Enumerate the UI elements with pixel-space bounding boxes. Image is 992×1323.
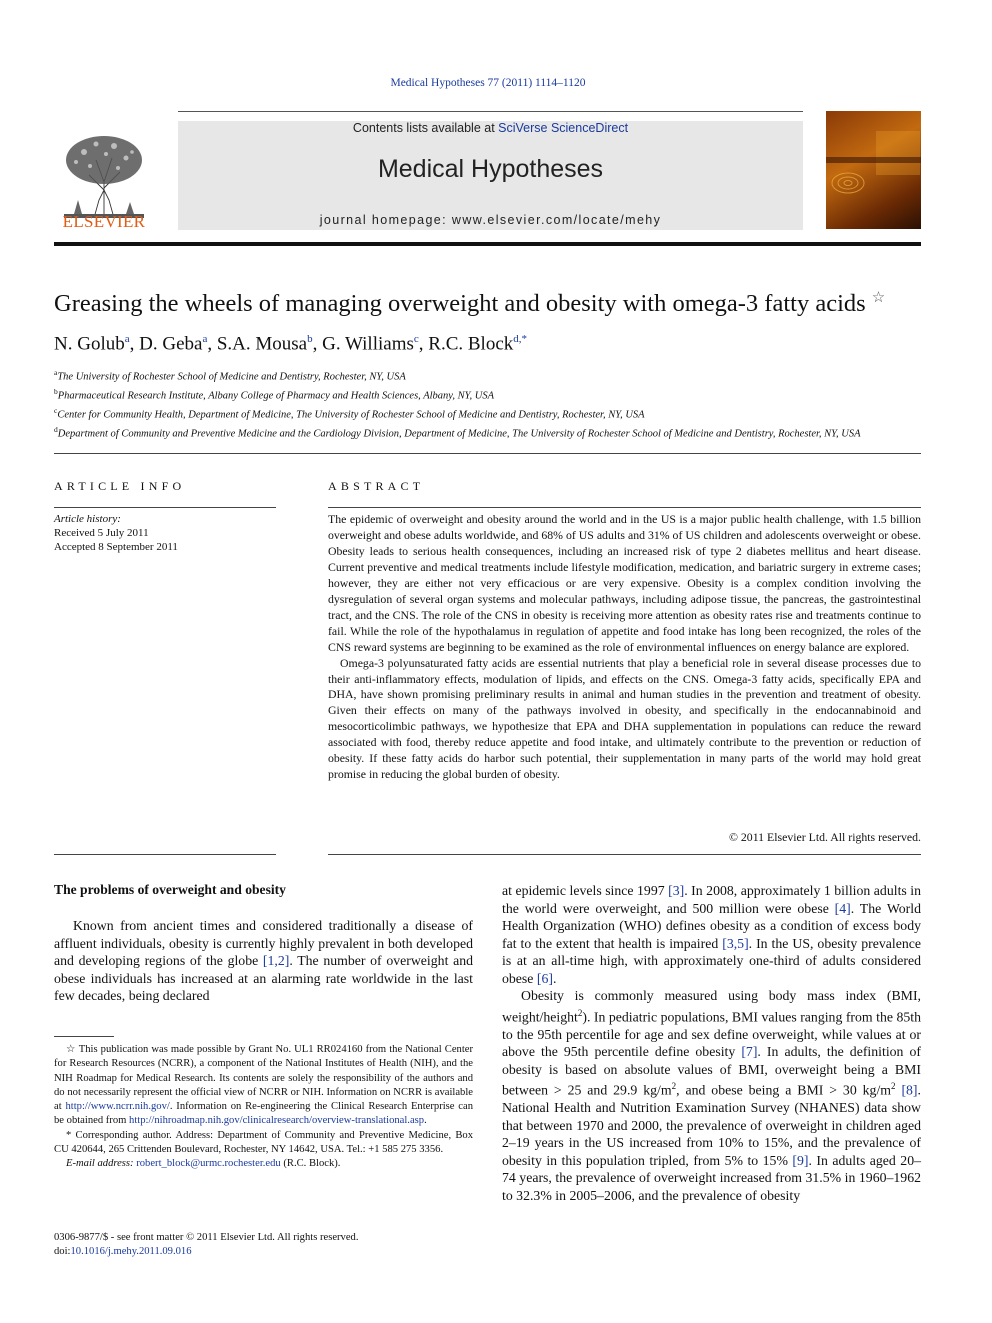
nihroadmap-link[interactable]: http://nihroadmap.nih.gov/clinicalresearch/overview-translational.asp <box>129 1115 425 1127</box>
affiliation-text: The University of Rochester School of Medicine and Dentistry, Rochester, NY, USA <box>57 371 406 383</box>
email-link[interactable]: robert_block@urmc.rochester.edu <box>136 1158 281 1170</box>
email-suffix: (R.C. Block). <box>280 1158 341 1170</box>
article-history <box>54 512 276 554</box>
abstract-paragraph: Omega-3 polyunsaturated fatty acids are essential nutrients that play a beneficial role in several disease processes due to their anti-inflammatory effects, modulation of lipids, and effects on the CNS. Omega-3 fatty acids, specifically EPA and DHA, have shown promising preliminary results in animal and human studies in the prevention and treatment of obesity. Given their effects on many of the pathways involved in obesity, and specifically in the endocannabinoid and mesocorticolimbic pathways, we hypothesize that EPA and DHA supplementation in populations can reduce the reward associated with food, thereby reduce appetite and food intake, and ultimately contribute to the prevention or reduction of obesity. If these fatty acids do harbor such potential, their supplementation in many parts of the world may hold great promise in reducing the global burden of obesity. <box>328 655 921 782</box>
affiliation-text: Center for Community Health, Department of Medicine, The University of Rochester School of Medicine and Dentistry, Rochester, NY, USA <box>57 409 645 421</box>
contents-available-line <box>178 121 803 135</box>
abstract-paragraph: The epidemic of overweight and obesity around the world and in the US is a major public health challenge, with 1.5 billion overweight and obese adults worldwide, and 68% of US adults and 31% of US children and adolescents overweight or obese. Obesity leads to serious health consequences, including an increased risk of type 2 diabetes mellitus and heart disease. Current preventive and medical treatments include lifestyle modification, medication, and bariatric surgery in extreme cases; however, they are either not very efficacious or are very expensive. Obesity is a complex condition involving the dysregulation of several organ systems and molecular pathways, including adipose tissue, the pancreas, the gastrointestinal tract, and the CNS. The role of the CNS in obesity is receiving more attention as obesity rates rise and treatments continue to fail. While the role of the hypothalamus in regulation of appetite and food intake has long been recognized, the roles of the CNS reward systems are beginning to be examined as the role of environmental influences on energy balance are explored. <box>328 512 921 654</box>
body-text: at epidemic levels since 1997 <box>502 883 669 898</box>
reference-link[interactable]: [7] <box>741 1044 758 1060</box>
body-column-left <box>54 917 473 1005</box>
article-info-heading: ARTICLE INFO <box>54 479 186 493</box>
journal-cover-image <box>826 111 921 229</box>
body-text: Known from ancient times and considered traditionally a disease of affluent individuals, obesity is currently highly prevalent in both developed and developing regions of the globe <box>54 918 473 968</box>
reference-link[interactable]: [6] <box>536 970 553 986</box>
body-paragraph <box>502 987 921 1204</box>
front-matter-line: 0306-9877/$ - see front matter © 2011 Elsevier Ltd. All rights reserved. <box>54 1232 359 1243</box>
affiliation-item <box>54 366 922 385</box>
article-info-rule-bottom <box>54 854 276 855</box>
footnote-star-icon: ☆ <box>66 1044 76 1055</box>
journal-name: Medical Hypotheses <box>377 155 604 183</box>
reference-link[interactable]: [3] <box>668 883 685 898</box>
article-title-text: Greasing the wheels of managing overweight and obesity with omega-3 fatty acids <box>54 290 866 318</box>
elsevier-wordmark: ELSEVIER <box>62 212 146 231</box>
body-text: . In adults aged 20–74 years, the prevalence of overweight increased from 31.5% in 1960–1962 to 32.3% in 2005–2006, and the prevalence of obesity <box>502 1152 921 1203</box>
article-title <box>54 288 934 318</box>
affiliation-item <box>54 385 922 404</box>
author-affiliation-mark[interactable]: d,* <box>513 333 527 345</box>
contents-prefix: Contents lists available at <box>352 121 499 135</box>
affiliation-mark: a <box>54 368 58 377</box>
author-list: N. Golub$^a$, D. Geba$^a$, S.A. Mousa$^b$, G. Williams$^c$, R.C. Block$^{d,*}$ <box>54 333 527 355</box>
header-top-rule <box>178 111 803 112</box>
reference-link[interactable]: [3,5] <box>722 935 749 951</box>
section-heading: The problems of overweight and obesity <box>54 882 286 897</box>
superscript: 2 <box>891 1081 896 1092</box>
body-text: , and obese being a BMI > 30 kg/m <box>676 1082 892 1098</box>
author-name[interactable]: R.C. Block <box>428 333 514 355</box>
abstract-copyright: © 2011 Elsevier Ltd. All rights reserved. <box>729 830 921 844</box>
journal-cover-art <box>826 111 921 229</box>
sciencedirect-link[interactable]: SciVerse ScienceDirect <box>498 121 629 135</box>
abstract-body <box>328 512 921 783</box>
affiliations-rule <box>54 453 921 454</box>
received-date: Received 5 July 2011 <box>54 527 149 539</box>
footnotes <box>54 1043 473 1172</box>
article-history-label: Article history: <box>54 513 121 525</box>
affiliations <box>54 366 922 442</box>
footnote-text: This publication was made possible by Grant No. UL1 RR024160 from the National Center for Research Resources (NCRR), a component of the National Institutes of Health (NIH), and the NIH Roadmap for Medical Research. Its contents are solely the responsibility of the authors and do not necessarily represent the official view of NCRR or NIH. Information on NCRR is available at <box>54 1044 473 1113</box>
footnote-text: . Information on Re-engineering the Clinical Research Enterprise can be obtained from <box>54 1101 474 1127</box>
body-text: . In adults, the definition of obesity is based on absolute values of BMI, overweight being a BMI between > 25 and 29.9 kg/m <box>502 1044 921 1098</box>
abstract-heading: ABSTRACT <box>328 479 425 493</box>
affiliation-text: Pharmaceutical Research Institute, Albany College of Pharmacy and Health Sciences, Albany, NY, USA <box>57 390 495 402</box>
abstract-rule-bottom <box>328 854 921 855</box>
affiliation-item <box>54 404 922 423</box>
body-text: . The World Health Organization (WHO) defines obesity as a condition of excess body fat to the extent that health is impaired <box>502 900 921 951</box>
body-text: . National Health and Nutrition Examination Survey (NHANES) data show that between 1970 and 2000, the prevalence of overweight in children aged 2–19 years in the US increased from 10% to 15%, and the prevalence of obesity in this population tripled, from 5% to 15% <box>502 1082 921 1168</box>
page-footer <box>54 1231 473 1260</box>
author-name[interactable]: G. Williams <box>322 333 414 355</box>
header-bottom-rule <box>54 242 921 246</box>
affiliation-text: Department of Community and Preventive Medicine and the Cardiology Division, Department of Medicine, The University of Rochester School of Medicine and Dentistry, Rochester, NY, USA <box>57 428 861 440</box>
author-affiliation-mark[interactable]: b <box>307 333 313 345</box>
journal-homepage[interactable]: journal homepage: www.elsevier.com/locate/mehy <box>319 213 662 227</box>
body-paragraph <box>54 917 473 1005</box>
abstract-rule-top <box>328 507 921 508</box>
journal-citation[interactable]: Medical Hypotheses 77 (2011) 1114–1120 <box>390 77 586 89</box>
body-text: . <box>552 970 557 986</box>
reference-link[interactable]: [9] <box>792 1152 809 1168</box>
author-name[interactable]: D. Geba <box>139 333 203 355</box>
body-column-right <box>502 882 921 1204</box>
author-name[interactable]: S.A. Mousa <box>216 333 308 355</box>
reference-link[interactable]: [1,2] <box>262 953 290 968</box>
body-text: Obesity is commonly measured using body mass index (BMI, weight/height <box>502 988 921 1025</box>
ncrr-link[interactable]: http://www.ncrr.nih.gov/ <box>65 1101 170 1113</box>
affiliation-item <box>54 423 922 442</box>
title-footnote-star-icon[interactable]: ☆ <box>871 290 886 306</box>
author-affiliation-mark[interactable]: c <box>413 333 419 345</box>
doi-link[interactable]: 10.1016/j.mehy.2011.09.016 <box>70 1246 192 1258</box>
body-paragraph <box>502 882 921 987</box>
article-info-rule-top <box>54 507 276 508</box>
author-affiliation-mark[interactable]: a <box>124 333 130 345</box>
accepted-date: Accepted 8 September 2011 <box>54 541 178 553</box>
corresponding-author-footnote: * Corresponding author. Address: Department of Community and Preventive Medicine, Box CU 420644, 265 Crittenden Boulevard, Rochester, NY 14642, USA. Tel.: +1 585 275 3356. <box>54 1129 473 1156</box>
reference-link[interactable]: [8] <box>901 1082 918 1098</box>
affiliation-mark: d <box>54 425 58 434</box>
affiliation-mark: b <box>54 387 58 396</box>
email-footnote <box>54 1157 473 1171</box>
footnote-text: . <box>424 1115 427 1127</box>
superscript: 2 <box>671 1081 677 1092</box>
body-text: . In 2008, approximately 1 billion adults in the world were overweight, and 500 million were obese <box>502 883 921 916</box>
body-text: ). In pediatric populations, BMI values ranging from the 85th to the 95th percentile for age and sex define overweight, while values at or above the 95th percentile define obesity <box>502 1009 921 1060</box>
affiliation-mark: c <box>54 406 58 415</box>
reference-link[interactable]: [4] <box>834 900 851 916</box>
author-name[interactable]: N. Golub <box>54 333 125 355</box>
superscript: 2 <box>577 1007 583 1018</box>
email-label: E-mail address: <box>66 1158 134 1170</box>
footnote-rule <box>54 1036 114 1037</box>
body-text: . The number of overweight and obese individuals has increased at an alarming rate worldwide in the last few decades, being declared <box>54 953 473 1003</box>
doi-line <box>54 1245 473 1259</box>
body-text: . In the US, obesity prevalence is at an all-time high, with approximately one-third of adults considered obese <box>502 935 921 986</box>
doi-prefix: doi: <box>54 1246 71 1258</box>
funding-footnote <box>54 1043 473 1129</box>
author-affiliation-mark[interactable]: a <box>202 333 208 345</box>
